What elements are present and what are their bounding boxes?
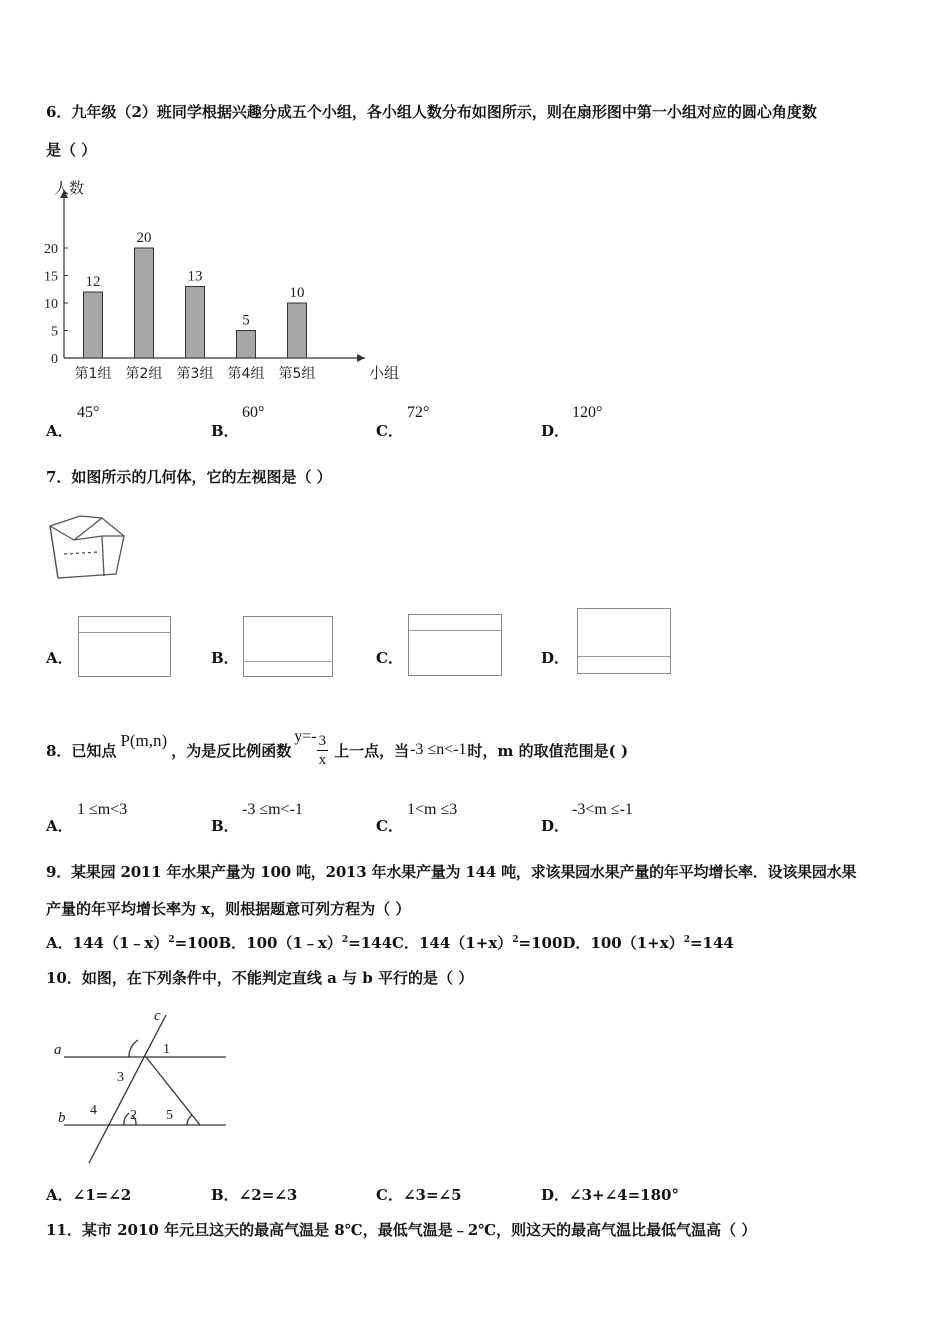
q6-option-c-letter: C． bbox=[376, 422, 403, 440]
q8-func-lhs: y=- bbox=[294, 728, 317, 745]
q10-label-c: c bbox=[154, 1008, 161, 1024]
chart-category-label: 第5组 bbox=[278, 366, 316, 382]
q6-option-b-letter: B． bbox=[211, 422, 239, 440]
q9-option-d: D．$100(1+x)^2=144$ bbox=[562, 934, 734, 952]
q10-angle-3-label: 3 bbox=[117, 1070, 124, 1085]
q8-option-a-value: 1 ≤m<3 bbox=[77, 801, 128, 818]
q10-label-a: a bbox=[54, 1042, 62, 1058]
chart-bar bbox=[135, 248, 154, 358]
q8-prefix: 8．已知点 bbox=[46, 741, 117, 760]
chart-bar bbox=[237, 331, 256, 359]
q10-option-d: D．∠3+∠4=180° bbox=[541, 1186, 679, 1204]
q8-option-b-letter: B． bbox=[211, 817, 239, 835]
q9-options-row bbox=[46, 932, 734, 953]
q8-text-row bbox=[46, 720, 628, 780]
chart-data-label: 12 bbox=[85, 274, 101, 290]
q6-option-d-value: 120° bbox=[572, 404, 603, 421]
q7-option-d-letter: D． bbox=[541, 649, 570, 667]
q9-option-b: B．100（1﹣x）$^2$=144 bbox=[218, 934, 393, 952]
q8-fraction bbox=[317, 732, 329, 769]
q8-fraction-numerator: 3 bbox=[318, 732, 327, 749]
q9-text-line1: 9．某果园 2011 年水果产量为 100 吨，2013 年水果产量为 144 吨，求该果园水果产量的年平均增长率．设该果园水果 bbox=[46, 863, 857, 881]
q10-transversal bbox=[146, 1057, 200, 1125]
q11-text: 11．某市 2010 年元旦这天的最高气温是 8℃，最低气温是﹣2℃，则这天的最高气温比最低气温高（ ） bbox=[46, 1221, 757, 1239]
chart-data-label: 20 bbox=[136, 230, 152, 246]
q7-option-a-letter: A． bbox=[46, 649, 73, 667]
chart-y-tick-label: 10 bbox=[44, 297, 58, 312]
q10-angle-5-label: 5 bbox=[166, 1108, 173, 1123]
q7-option-d-inner-line bbox=[578, 656, 670, 657]
q7-option-a-view bbox=[78, 616, 171, 677]
q8-option-c-value: 1<m ≤3 bbox=[407, 801, 458, 818]
q7-option-b-letter: B． bbox=[211, 649, 239, 667]
chart-category-label: 第2组 bbox=[125, 366, 163, 382]
q6-bar-chart bbox=[40, 172, 400, 387]
chart-bar bbox=[288, 303, 307, 358]
q8-condition: -3 ≤n<-1 bbox=[410, 741, 467, 758]
q7-option-a-inner-line bbox=[79, 632, 170, 633]
chart-bar bbox=[84, 292, 103, 358]
chart-category-label: 第4组 bbox=[227, 366, 265, 382]
q6-text-line2: 是（ ） bbox=[46, 141, 97, 159]
chart-data-label: 5 bbox=[242, 312, 250, 329]
chart-category-label: 第1组 bbox=[74, 366, 112, 382]
q6-option-d-letter: D． bbox=[541, 422, 570, 440]
q7-text: 7．如图所示的几何体，它的左视图是（ ） bbox=[46, 468, 332, 486]
q8-option-d-letter: D． bbox=[541, 817, 570, 835]
q6-text-line1: 6．九年级（2）班同学根据兴趣分成五个小组，各小组人数分布如图所示，则在扇形图中第一小组对应的圆心角度数 bbox=[46, 103, 817, 121]
chart-y-tick-label: 20 bbox=[44, 242, 58, 257]
q8-mid: ，为是反比例函数 bbox=[171, 741, 292, 760]
q9-text-line2: 产量的年平均增长率为 x，则根据题意可列方程为（ ） bbox=[46, 900, 411, 918]
chart-y-axis-label: 人数 bbox=[54, 179, 85, 197]
q8-after: 上一点，当 bbox=[334, 741, 410, 760]
q8-option-c-letter: C． bbox=[376, 817, 403, 835]
chart-bar bbox=[186, 287, 205, 359]
q8-option-b-value: -3 ≤m<-1 bbox=[242, 801, 303, 818]
chart-x-axis-label: 小组 bbox=[369, 364, 400, 382]
chart-data-label: 13 bbox=[187, 268, 203, 285]
q6-option-a-letter: A． bbox=[46, 422, 73, 440]
q8-fraction-denominator: x bbox=[318, 751, 327, 768]
q10-angle-2-label: 2 bbox=[130, 1108, 137, 1123]
q9-option-c: C．$144(1+x)^2=100$ bbox=[392, 934, 563, 952]
q10-label-b: b bbox=[58, 1110, 66, 1126]
q7-option-c-view bbox=[408, 614, 502, 676]
q10-option-a: A．∠1=∠2 bbox=[46, 1186, 132, 1204]
q7-option-b-view bbox=[243, 616, 333, 677]
q7-option-b-inner-line bbox=[244, 661, 332, 662]
q9-option-a: A．144（1﹣x）$^2$=100 bbox=[46, 934, 219, 952]
q10-line-c bbox=[89, 1015, 166, 1163]
q10-text: 10．如图，在下列条件中，不能判定直线 a 与 b 平行的是（ ） bbox=[46, 969, 474, 987]
q10-angle-4-label: 4 bbox=[90, 1103, 97, 1118]
q7-option-c-inner-line bbox=[409, 630, 501, 631]
chart-y-tick-label: 15 bbox=[44, 269, 58, 285]
q8-point: P(m,n) bbox=[120, 731, 168, 750]
q10-option-b: B．∠2=∠3 bbox=[211, 1186, 298, 1204]
q6-option-c-value: 72° bbox=[407, 404, 430, 421]
q10-option-c: C．∠3=∠5 bbox=[376, 1186, 462, 1204]
q8-option-a-letter: A． bbox=[46, 817, 73, 835]
q10-angle-1-label: 1 bbox=[163, 1042, 170, 1057]
chart-data-label: 10 bbox=[289, 285, 305, 301]
q8-suffix: 时，m 的取值范围是( ) bbox=[467, 741, 629, 760]
chart-category-label: 第3组 bbox=[176, 366, 214, 382]
q6-option-a-value: 45° bbox=[77, 404, 100, 421]
chart-y-tick-label: 5 bbox=[51, 324, 58, 340]
q6-option-b-value: 60° bbox=[242, 404, 265, 421]
chart-y-tick-label: 0 bbox=[51, 352, 58, 367]
q7-solid-figure bbox=[44, 510, 130, 582]
q7-option-c-letter: C． bbox=[376, 649, 403, 667]
q7-option-d-view bbox=[577, 608, 671, 674]
chart-x-axis-arrow bbox=[357, 354, 365, 362]
q8-option-d-value: -3<m ≤-1 bbox=[572, 801, 633, 818]
q10-parallel-lines-figure bbox=[44, 1006, 244, 1171]
